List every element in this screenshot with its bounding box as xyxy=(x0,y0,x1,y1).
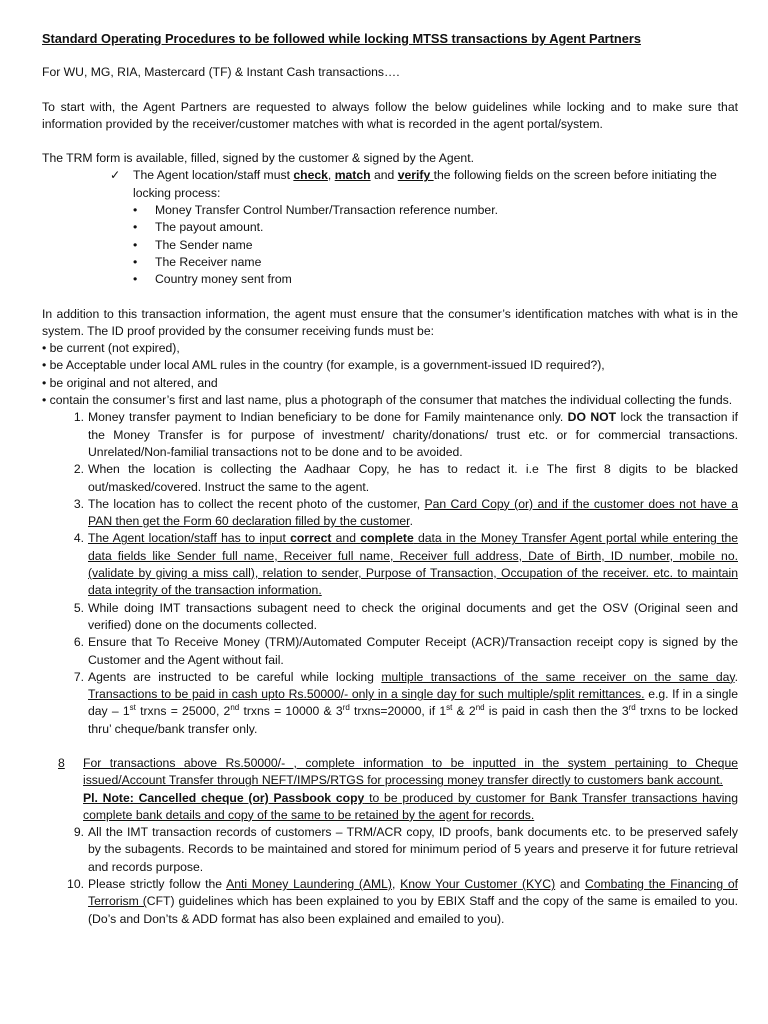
procedure-item-10: 10. Please strictly follow the Anti Money Laundering (AML), Know Your Customer (KYC) and Combating the Financing of Terrorism (CFT) guidelines which has been explained to you by EBIX Staff and the copy of the same is emailed to you. (Do’s and Don’ts & ADD format has also been explained and emailed to you). xyxy=(67,877,738,926)
check-word-match: match xyxy=(334,168,371,183)
bullet-icon: • xyxy=(133,272,138,287)
procedure-item-7: 7. Agents are instructed to be careful while locking multiple transactions of the same receiver on the same day. Transactions to be paid in cash upto Rs.50000/- only in a single day for such multiple/split remittances. e.g. If in a single day – 1st trxns = 25000, 2nd trxns = 10000 & 3rd trxns=20000, if 1st & 2nd is paid in cash then the 3rd trxns to be locked thru’ cheque/bank transfer only. xyxy=(73,669,739,736)
id-paragraph: In addition to this transaction information, the agent must ensure that the consumer’s identification matches with what is in the system. The ID proof provided by the consumer receiving funds must be: xyxy=(42,306,738,338)
list-item: • Country money sent from xyxy=(155,271,738,288)
trm-line: The TRM form is available, filled, signed by the customer & signed by the Agent. xyxy=(42,151,474,166)
document-title: Standard Operating Procedures to be followed while locking MTSS transactions by Agent Partners xyxy=(42,31,641,46)
check-word-check: check xyxy=(293,168,328,183)
list-item: • The payout amount. xyxy=(155,219,738,236)
bullet-icon: • xyxy=(133,203,138,218)
list-item: • Money Transfer Control Number/Transaction reference number. xyxy=(155,202,738,219)
check-text-pre: The Agent location/staff must xyxy=(133,168,294,183)
bullet-icon: • xyxy=(133,254,138,269)
procedure-item-3: 3. The location has to collect the recent photo of the customer, Pan Card Copy (or) and if the customer does not have a PAN then get the Form 60 declaration filled by the customer. xyxy=(73,496,738,529)
list-item: • The Sender name xyxy=(155,237,738,254)
id-rule: • be current (not expired), xyxy=(42,341,180,356)
check-word-verify: verify xyxy=(397,168,434,183)
intro-paragraph: To start with, the Agent Partners are requested to always follow the below guidelines while locking and to make sure that information provided by the receiver/customer matches with what is recorded in the agent portal/system. xyxy=(42,99,738,131)
scope-line: For WU, MG, RIA, Mastercard (TF) & Instant Cash transactions…. xyxy=(42,65,400,80)
id-rule: • be Acceptable under local AML rules in the country (for example, is a government-issued ID required?), xyxy=(42,358,605,373)
check-sep-2: and xyxy=(370,168,398,183)
bank-transfer-note: Pl. Note: Cancelled cheque (or) Passbook copy to be produced by customer for Bank Transfer transactions having complete bank details and copy of the same to be retained by the agent for records. xyxy=(83,790,738,822)
checkmark-icon: ✓ xyxy=(110,168,121,183)
procedure-item-1: 1. Money transfer payment to Indian beneficiary to be done for Family maintenance only. DO NOT lock the transaction if the Money Transfer is for purpose of investment/ charity/donations/ trust etc. or for commercial transactions. Unrelated/Non-familial transactions not to be done and to be avoided. xyxy=(73,410,738,459)
check-sep-1: , xyxy=(327,168,335,183)
bullet-icon: • xyxy=(133,220,138,235)
id-rule: • contain the consumer’s first and last name, plus a photograph of the consumer that matches the individual collecting the funds. xyxy=(42,393,733,408)
procedure-item-4: 4. The Agent location/staff has to input correct and complete data in the Money Transfer Agent portal while entering the data fields like Sender full name, Receiver full name, Receiver full address, Date of Birth, ID number, mobile no. (validate by giving a miss call), relation to sender, Purpose of Transaction, Occupation of the receiver. etc. to maintain data integrity of the transaction information. xyxy=(73,531,739,598)
id-rule: • be original and not altered, and xyxy=(42,375,218,390)
verification-fields-list xyxy=(42,202,738,288)
bullet-icon: • xyxy=(133,237,138,252)
list-item: • The Receiver name xyxy=(155,254,738,271)
procedure-item-5: 5. While doing IMT transactions subagent need to check the original documents and get the OSV (Original seen and verified) done on the documents collected. xyxy=(73,600,738,632)
check-text-post: the following fields on the screen before initiating the locking process: xyxy=(133,168,717,200)
procedure-item-6: 6. Ensure that To Receive Money (TRM)/Automated Computer Receipt (ACR)/Transaction receipt copy is signed by the Customer and the Agent without fail. xyxy=(73,635,738,667)
procedure-item-2: 2. When the location is collecting the Aadhaar Copy, he has to redact it. i.e The first 8 digits to be blacked out/masked/covered. Instruct the same to the agent. xyxy=(73,462,738,494)
procedure-item-8: 8 For transactions above Rs.50000/- , complete information to be inputted in the system pertaining to Cheque issued/Account Transfer through NEFT/IMPS/RTGS for processing money transfer directly to customers bank account. xyxy=(58,755,738,788)
procedure-item-9: 9. All the IMT transaction records of customers – TRM/ACR copy, ID proofs, bank documents etc. to be preserved safely by the subagents. Records to be maintained and stored for minimum period of 5 years and preserve it for future retrieval and records purpose. xyxy=(73,825,738,874)
checklist-item xyxy=(42,167,738,202)
